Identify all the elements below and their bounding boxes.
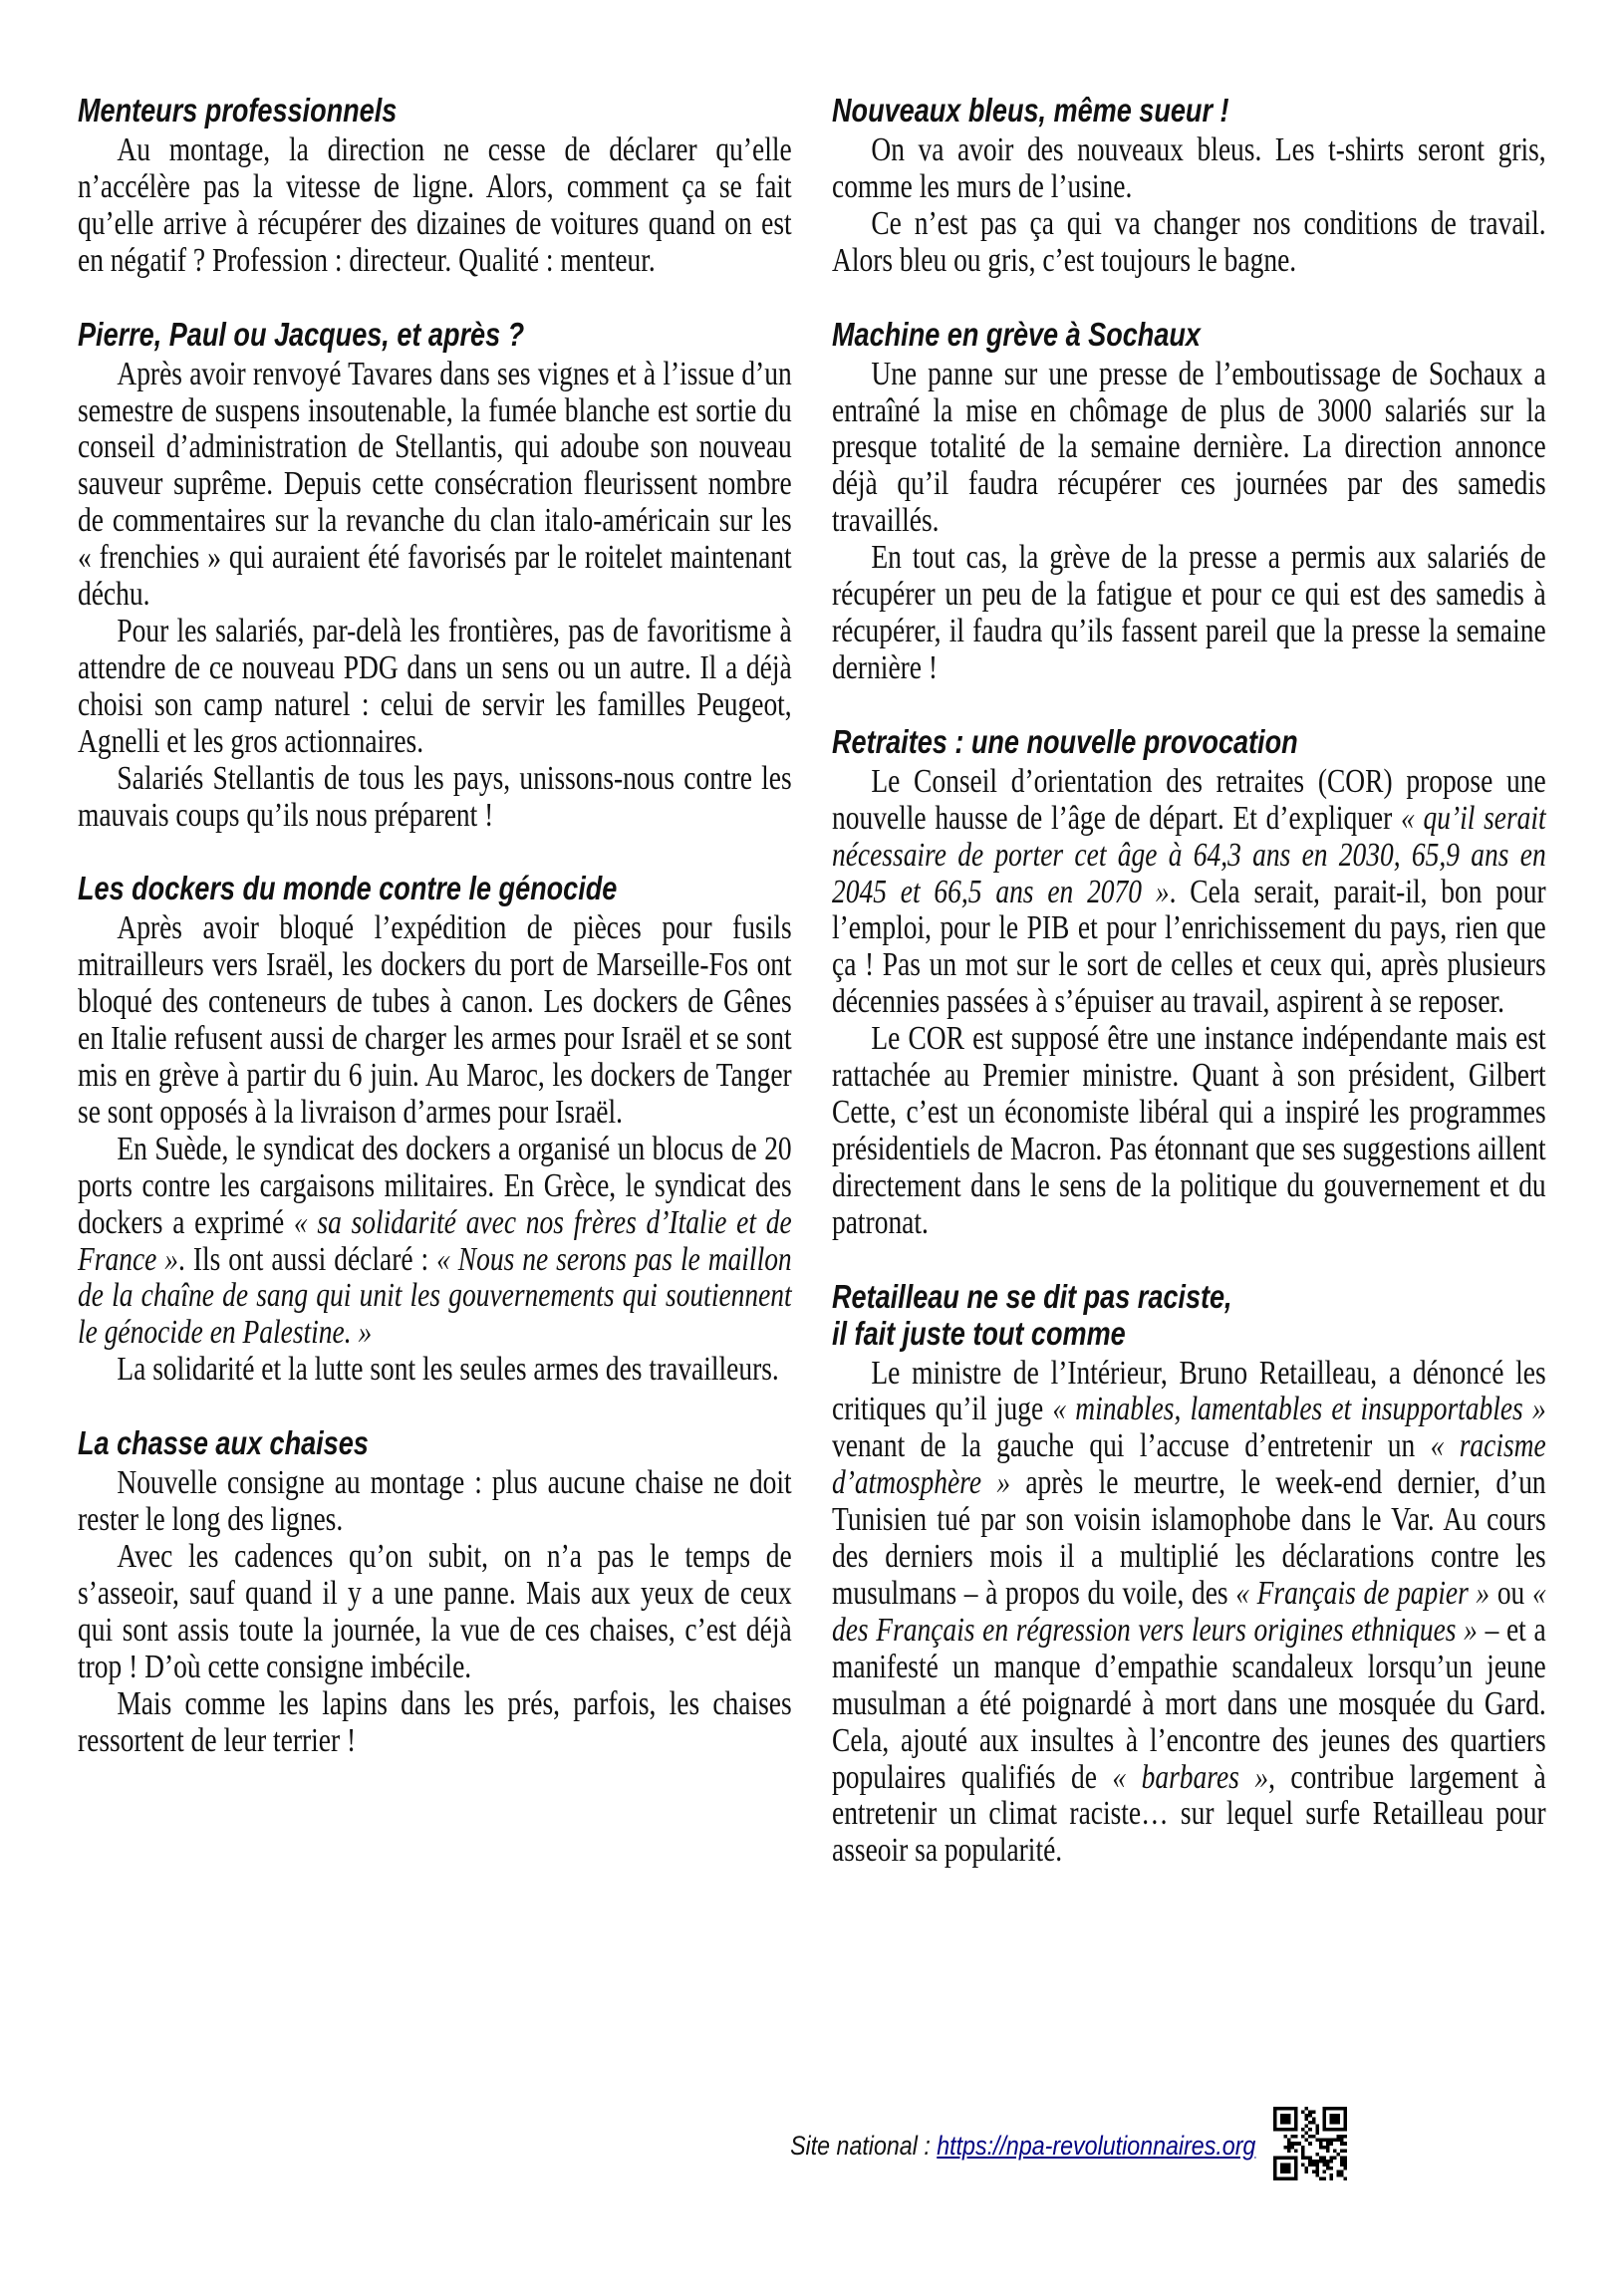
qr-module	[1326, 2142, 1330, 2146]
site-link[interactable]: https://npa-revolutionnaires.org	[936, 2131, 1255, 2161]
qr-module	[1273, 2163, 1277, 2167]
qr-module	[1284, 2167, 1288, 2170]
quote-text: « des Français en régression vers leurs origines ethniques »	[832, 1575, 1546, 1649]
qr-module	[1280, 2121, 1284, 2125]
qr-module	[1277, 2176, 1281, 2180]
article	[832, 723, 1546, 1242]
qr-module	[1294, 2142, 1298, 2146]
qr-module	[1291, 2142, 1295, 2146]
body-text: La solidarité et la lutte sont les seules armes des travailleurs.	[117, 1351, 779, 1389]
article-title: Les dockers du monde contre le génocide	[78, 870, 618, 907]
qr-module	[1319, 2160, 1323, 2164]
qr-module	[1336, 2139, 1340, 2143]
qr-module	[1301, 2128, 1305, 2132]
qr-module	[1305, 2169, 1309, 2173]
qr-module	[1336, 2114, 1340, 2118]
qr-module	[1294, 2121, 1298, 2125]
qr-module	[1298, 2142, 1302, 2146]
qr-module	[1273, 2125, 1277, 2129]
qr-module	[1273, 2160, 1277, 2164]
qr-module	[1284, 2121, 1288, 2125]
article-paragraph	[78, 614, 792, 761]
qr-module	[1312, 2163, 1316, 2167]
qr-module	[1287, 2121, 1291, 2125]
qr-module	[1291, 2128, 1295, 2132]
qr-module	[1343, 2121, 1347, 2125]
qr-module	[1319, 2139, 1323, 2143]
body-text: En tout cas, la grève de la presse a permis aux salariés de récupérer un peu de la fatigue et pour ce qui est des samedis à récupérer, il faudra qu’ils fassent pareil que la presse la semaine dernière !	[832, 539, 1546, 686]
article-paragraph	[78, 1352, 792, 1389]
article-paragraph	[832, 540, 1546, 687]
qr-module	[1273, 2114, 1277, 2118]
qr-module	[1329, 2176, 1333, 2180]
quote-text: « Nous ne serons pas le maillon de la chaîne de sang qui unit les gouvernements qui soutiennent le génocide en Palestine. »	[78, 1240, 792, 1352]
article-paragraph	[78, 132, 792, 280]
qr-module	[1287, 2146, 1291, 2150]
qr-module	[1308, 2128, 1312, 2132]
qr-module	[1280, 2167, 1284, 2170]
qr-module	[1322, 2163, 1326, 2167]
qr-module	[1343, 2125, 1347, 2129]
qr-module	[1336, 2121, 1340, 2125]
qr-module	[1308, 2114, 1312, 2118]
article-paragraph	[78, 357, 792, 614]
qr-module	[1315, 2132, 1319, 2136]
article	[832, 316, 1546, 687]
qr-module	[1340, 2149, 1344, 2153]
qr-module	[1280, 2107, 1284, 2111]
qr-module	[1322, 2121, 1326, 2125]
qr-module	[1273, 2118, 1277, 2122]
qr-module	[1336, 2169, 1340, 2173]
article-paragraph	[832, 357, 1546, 541]
qr-module	[1343, 2118, 1347, 2122]
qr-module	[1294, 2125, 1298, 2129]
qr-module	[1340, 2128, 1344, 2132]
quote-text: « barbares »	[1112, 1758, 1269, 1796]
article-paragraph	[832, 132, 1546, 206]
qr-module	[1284, 2146, 1288, 2150]
article-paragraph	[832, 206, 1546, 280]
qr-module	[1333, 2118, 1337, 2122]
body-text: . Ils ont aussi déclaré :	[178, 1240, 437, 1278]
body-text: Le ministre de l’Intérieur, Bruno Retailleau, a dénoncé les critiques qu’il juge	[832, 1354, 1546, 1428]
qr-module	[1305, 2107, 1309, 2111]
article-paragraph	[78, 1465, 792, 1539]
qr-module	[1294, 2111, 1298, 2115]
qr-module	[1312, 2121, 1316, 2125]
quote-text: « Français de papier »	[1235, 1575, 1490, 1612]
qr-module	[1340, 2107, 1344, 2111]
qr-module	[1312, 2160, 1316, 2164]
quote-text: « sa solidarité avec nos frères d’Italie et de France »	[78, 1203, 792, 1278]
qr-module	[1273, 2107, 1277, 2111]
qr-module	[1305, 2125, 1309, 2129]
qr-module	[1294, 2128, 1298, 2132]
qr-module	[1326, 2163, 1330, 2167]
qr-module	[1287, 2163, 1291, 2167]
qr-module	[1343, 2149, 1347, 2153]
body-text: Une panne sur une presse de l’emboutissage de Sochaux a entraîné la mise en chômage de plus de 3000 salariés sur la presque totalité de la semaine dernière. La direction annonce déjà qu’il faudra récupérer ces journées par des samedis travaillés.	[832, 355, 1546, 540]
qr-module	[1333, 2128, 1337, 2132]
body-text: Salariés Stellantis de tous les pays, unissons-nous contre les mauvais coups qu’ils nous préparent !	[78, 759, 792, 834]
qr-module	[1280, 2156, 1284, 2160]
article	[832, 92, 1546, 280]
qr-module	[1329, 2118, 1333, 2122]
qr-module	[1336, 2173, 1340, 2177]
qr-module	[1326, 2128, 1330, 2132]
qr-module	[1315, 2160, 1319, 2164]
body-text: après le meurtre, le week-end dernier, d’un Tunisien tué par son voisin islamophobe dans le Var. Au cours des derniers mois il a multiplié les déclarations contre les musulmans – à propos du voile, des	[832, 1464, 1546, 1612]
qr-module	[1322, 2111, 1326, 2115]
qr-module	[1340, 2169, 1344, 2173]
qr-module	[1329, 2114, 1333, 2118]
qr-module	[1343, 2107, 1347, 2111]
qr-module	[1301, 2156, 1305, 2160]
qr-module	[1294, 2107, 1298, 2111]
qr-module	[1322, 2128, 1326, 2132]
qr-module	[1336, 2107, 1340, 2111]
qr-module	[1287, 2118, 1291, 2122]
qr-module	[1294, 2135, 1298, 2139]
qr-module	[1301, 2163, 1305, 2167]
qr-module	[1294, 2169, 1298, 2173]
qr-module	[1294, 2149, 1298, 2153]
qr-module	[1291, 2176, 1295, 2180]
qr-module	[1329, 2121, 1333, 2125]
article-paragraph	[78, 1539, 792, 1686]
article-paragraph	[78, 910, 792, 1131]
qr-module	[1308, 2163, 1312, 2167]
qr-module	[1277, 2107, 1281, 2111]
qr-module	[1333, 2149, 1337, 2153]
qr-module	[1308, 2135, 1312, 2139]
qr-module	[1343, 2160, 1347, 2164]
qr-module	[1326, 2139, 1330, 2143]
article-title: Retailleau ne se dit pas raciste, il fait juste tout comme	[832, 1277, 1232, 1352]
qr-module	[1308, 2111, 1312, 2115]
qr-module	[1284, 2118, 1288, 2122]
body-text: Après avoir bloqué l’expédition de pièces pour fusils mitrailleurs vers Israël, les dockers du port de Marseille-Fos ont bloqué des conteneurs de tubes à canon. Les dockers de Gênes en Italie refusent aussi de charger les armes pour Israël et se sont mis en grève à partir du 6 juin. Au Maroc, les dockers de Tanger se sont opposés à la livraison d’armes pour Israël.	[78, 909, 792, 1131]
article	[832, 1278, 1546, 1871]
qr-module	[1340, 2163, 1344, 2167]
qr-module	[1305, 2118, 1309, 2122]
qr-module	[1322, 2176, 1326, 2180]
qr-module	[1326, 2107, 1330, 2111]
qr-module	[1287, 2142, 1291, 2146]
qr-module	[1340, 2142, 1344, 2146]
qr-module	[1308, 2142, 1312, 2146]
qr-module	[1273, 2121, 1277, 2125]
qr-module	[1294, 2114, 1298, 2118]
qr-module	[1284, 2114, 1288, 2118]
qr-module	[1333, 2121, 1337, 2125]
qr-module	[1319, 2142, 1323, 2146]
body-text: Mais comme les lapins dans les prés, parfois, les chaises ressortent de leur terrier !	[78, 1684, 792, 1759]
article	[78, 1424, 792, 1759]
body-text: – et a manifesté un manque d’empathie scandaleux lorsqu’un jeune musulman a été poignardé à mort dans une mosquée du Gard. Cela, ajouté aux insultes à l’encontre des jeunes des quartiers populaires qualifiés de	[832, 1611, 1546, 1796]
qr-module	[1294, 2176, 1298, 2180]
qr-module	[1315, 2125, 1319, 2129]
qr-module	[1294, 2118, 1298, 2122]
qr-module	[1287, 2156, 1291, 2160]
qr-module	[1287, 2114, 1291, 2118]
qr-module	[1343, 2128, 1347, 2132]
qr-module	[1322, 2125, 1326, 2129]
article-title: Nouveaux bleus, même sueur !	[832, 92, 1229, 128]
qr-module	[1312, 2111, 1316, 2115]
qr-module	[1333, 2156, 1337, 2160]
qr-module	[1284, 2176, 1288, 2180]
qr-module	[1305, 2132, 1309, 2136]
qr-module	[1322, 2139, 1326, 2143]
body-text: Après avoir renvoyé Tavares dans ses vignes et à l’issue d’un semestre de suspens insoutenable, la fumée blanche est sortie du conseil d’administration de Stellantis, qui adoube son nouveau sauveur suprême. Depuis cette consécration fleurissent nombre de commentaires sur la revanche du clan italo-américain sur les « frenchies » qui auraient été favorisés par le roitelet maintenant déchu.	[78, 355, 792, 614]
article-paragraph	[832, 1356, 1546, 1871]
qr-module	[1329, 2167, 1333, 2170]
qr-module	[1336, 2118, 1340, 2122]
article-paragraph	[832, 764, 1546, 1021]
qr-module	[1294, 2173, 1298, 2177]
body-text: Le Conseil d’orientation des retraites (COR) propose une nouvelle hausse de l’âge de départ. Et d’expliquer	[832, 762, 1546, 837]
qr-module	[1343, 2167, 1347, 2170]
qr-module	[1322, 2169, 1326, 2173]
qr-code-icon[interactable]	[1266, 2100, 1354, 2187]
qr-module	[1308, 2156, 1312, 2160]
qr-module	[1273, 2128, 1277, 2132]
qr-module	[1273, 2169, 1277, 2173]
right-column	[832, 92, 1546, 1906]
article-title: Menteurs professionnels	[78, 92, 398, 128]
qr-module	[1284, 2107, 1288, 2111]
qr-module	[1340, 2173, 1344, 2177]
qr-module	[1277, 2156, 1281, 2160]
article-title: Machine en grève à Sochaux	[832, 315, 1201, 353]
body-text: venant de la gauche qui l’accuse d’entretenir un	[832, 1427, 1431, 1465]
qr-module	[1294, 2160, 1298, 2164]
article-paragraph	[78, 1132, 792, 1352]
qr-module	[1319, 2176, 1323, 2180]
qr-module	[1322, 2107, 1326, 2111]
qr-module	[1301, 2111, 1305, 2115]
qr-module	[1294, 2163, 1298, 2167]
qr-module	[1343, 2135, 1347, 2139]
body-text: ou	[1489, 1575, 1532, 1612]
qr-module	[1284, 2169, 1288, 2173]
qr-module	[1333, 2107, 1337, 2111]
qr-module	[1284, 2163, 1288, 2167]
qr-module	[1312, 2169, 1316, 2173]
article	[78, 92, 792, 280]
qr-module	[1340, 2156, 1344, 2160]
qr-module	[1340, 2135, 1344, 2139]
qr-module	[1312, 2118, 1316, 2122]
quote-text: « racisme d’atmosphère »	[832, 1427, 1546, 1502]
qr-module	[1291, 2135, 1295, 2139]
qr-module	[1326, 2146, 1330, 2150]
qr-module	[1301, 2153, 1305, 2157]
footer-label: Site national :	[789, 2131, 937, 2161]
qr-module	[1287, 2176, 1291, 2180]
qr-module	[1319, 2146, 1323, 2150]
qr-module	[1294, 2156, 1298, 2160]
quote-text: « minables, lamentables et insupportables »	[1052, 1391, 1546, 1428]
qr-module	[1280, 2163, 1284, 2167]
qr-module	[1322, 2118, 1326, 2122]
body-text: Au montage, la direction ne cesse de déclarer qu’elle n’accélère pas la vitesse de ligne. Alors, comment ça se fait qu’elle arrive à récupérer des dizaines de voitures quand on est en négatif ? Profession : directeur. Qualité : menteur.	[78, 131, 792, 279]
qr-module	[1336, 2135, 1340, 2139]
qr-module	[1343, 2111, 1347, 2115]
qr-module	[1315, 2153, 1319, 2157]
quote-text: « qu’il serait nécessaire de porter cet âge à 64,3 ans en 2030, 65,9 ans en 2045 et 66,5 ans en 2070 »	[832, 799, 1546, 910]
qr-module	[1329, 2142, 1333, 2146]
qr-module	[1273, 2176, 1277, 2180]
qr-module	[1340, 2139, 1344, 2143]
qr-module	[1280, 2114, 1284, 2118]
footer-site-line	[790, 2130, 1255, 2162]
body-text: . Cela serait, parait-il, bon pour l’emploi, pour le PIB et pour l’enrichissement du pays, rien que ça ! Pas un mot sur le sort de celles et ceux qui, après plusieurs décennies passées à s’épuiser au travail, aspirent à se reposer.	[832, 873, 1546, 1021]
qr-module	[1287, 2169, 1291, 2173]
qr-module	[1273, 2156, 1277, 2160]
qr-module	[1284, 2135, 1288, 2139]
qr-module	[1329, 2107, 1333, 2111]
body-text: Avec les cadences qu’on subit, on n’a pas le temps de s’asseoir, sauf quand il y a une panne. Mais aux yeux de ceux qui sont assis toute la journée, la vue de ces chaises, c’est déjà trop ! D’où cette consigne imbécile.	[78, 1538, 792, 1685]
footer	[0, 2100, 1624, 2189]
qr-module	[1301, 2146, 1305, 2150]
qr-module	[1322, 2146, 1326, 2150]
qr-module	[1315, 2169, 1319, 2173]
qr-module	[1343, 2163, 1347, 2167]
article-title: La chasse aux chaises	[78, 1424, 369, 1462]
qr-module	[1322, 2156, 1326, 2160]
qr-module	[1301, 2135, 1305, 2139]
article-paragraph	[832, 1021, 1546, 1241]
qr-module	[1301, 2149, 1305, 2153]
qr-module	[1280, 2118, 1284, 2122]
body-text: On va avoir des nouveaux bleus. Les t-shirts seront gris, comme les murs de l’usine.	[832, 131, 1546, 205]
qr-module	[1315, 2139, 1319, 2143]
qr-module	[1294, 2167, 1298, 2170]
qr-module	[1308, 2121, 1312, 2125]
qr-module	[1343, 2176, 1347, 2180]
qr-module	[1273, 2173, 1277, 2177]
body-text: Ce n’est pas ça qui va changer nos conditions de travail. Alors bleu ou gris, c’est toujours le bagne.	[832, 204, 1546, 279]
qr-module	[1343, 2156, 1347, 2160]
qr-module	[1329, 2173, 1333, 2177]
qr-module	[1273, 2167, 1277, 2170]
qr-module	[1343, 2142, 1347, 2146]
qr-module	[1326, 2160, 1330, 2164]
qr-module	[1329, 2156, 1333, 2160]
qr-module	[1326, 2167, 1330, 2170]
body-text: Pour les salariés, par-delà les frontières, pas de favoritisme à attendre de ce nouveau PDG dans un sens ou un autre. Il a déjà choisi son camp naturel : celui de servir les familles Peugeot, Agnelli et les gros actionnaires.	[78, 612, 792, 760]
qr-module	[1273, 2111, 1277, 2115]
article-title: Retraites : une nouvelle provocation	[832, 722, 1298, 760]
qr-module	[1315, 2163, 1319, 2167]
qr-module	[1291, 2107, 1295, 2111]
qr-module	[1315, 2167, 1319, 2170]
body-text: , contribue largement à entretenir un climat raciste… sur lequel surfe Retailleau pour asseoir sa popularité.	[832, 1758, 1546, 1870]
qr-module	[1312, 2135, 1316, 2139]
qr-module	[1305, 2156, 1309, 2160]
qr-module	[1280, 2169, 1284, 2173]
qr-module	[1284, 2156, 1288, 2160]
qr-module	[1287, 2128, 1291, 2132]
qr-module	[1291, 2146, 1295, 2150]
qr-module	[1287, 2107, 1291, 2111]
qr-module	[1305, 2167, 1309, 2170]
qr-module	[1326, 2149, 1330, 2153]
left-column	[78, 92, 792, 1795]
qr-module	[1308, 2160, 1312, 2164]
body-text: En Suède, le syndicat des dockers a organisé un blocus de 20 ports contre les cargaisons militaires. En Grèce, le syndicat des dockers a exprimé	[78, 1130, 792, 1241]
body-text: Le COR est supposé être une instance indépendante mais est rattachée au Premier ministre. Quant à son président, Gilbert Cette, c’est un économiste libéral qui a inspiré les programmes présidentiels de Macron. Pas étonnant que ses suggestions aillent directement dans le sens de la politique du gouvernement et du patronat.	[832, 1020, 1546, 1241]
qr-module	[1329, 2139, 1333, 2143]
qr-module	[1287, 2167, 1291, 2170]
article-title: Pierre, Paul ou Jacques, et après ?	[78, 315, 525, 353]
qr-module	[1322, 2114, 1326, 2118]
qr-module	[1277, 2128, 1281, 2132]
qr-module	[1333, 2139, 1337, 2143]
article-paragraph	[78, 1686, 792, 1760]
qr-module	[1280, 2176, 1284, 2180]
qr-module	[1287, 2149, 1291, 2153]
qr-module	[1329, 2160, 1333, 2164]
qr-module	[1315, 2128, 1319, 2132]
qr-module	[1319, 2156, 1323, 2160]
article	[78, 870, 792, 1389]
qr-module	[1322, 2160, 1326, 2164]
qr-module	[1333, 2114, 1337, 2118]
qr-module	[1315, 2173, 1319, 2177]
qr-module	[1336, 2128, 1340, 2132]
qr-module	[1305, 2139, 1309, 2143]
qr-module	[1343, 2114, 1347, 2118]
qr-module	[1329, 2128, 1333, 2132]
qr-module	[1340, 2160, 1344, 2164]
qr-module	[1305, 2114, 1309, 2118]
qr-module	[1280, 2128, 1284, 2132]
article	[78, 316, 792, 835]
qr-module	[1287, 2139, 1291, 2143]
qr-module	[1336, 2153, 1340, 2157]
article-paragraph	[78, 761, 792, 835]
qr-module	[1284, 2128, 1288, 2132]
body-text: Nouvelle consigne au montage : plus aucune chaise ne doit rester le long des lignes.	[78, 1464, 792, 1539]
qr-module	[1291, 2156, 1295, 2160]
